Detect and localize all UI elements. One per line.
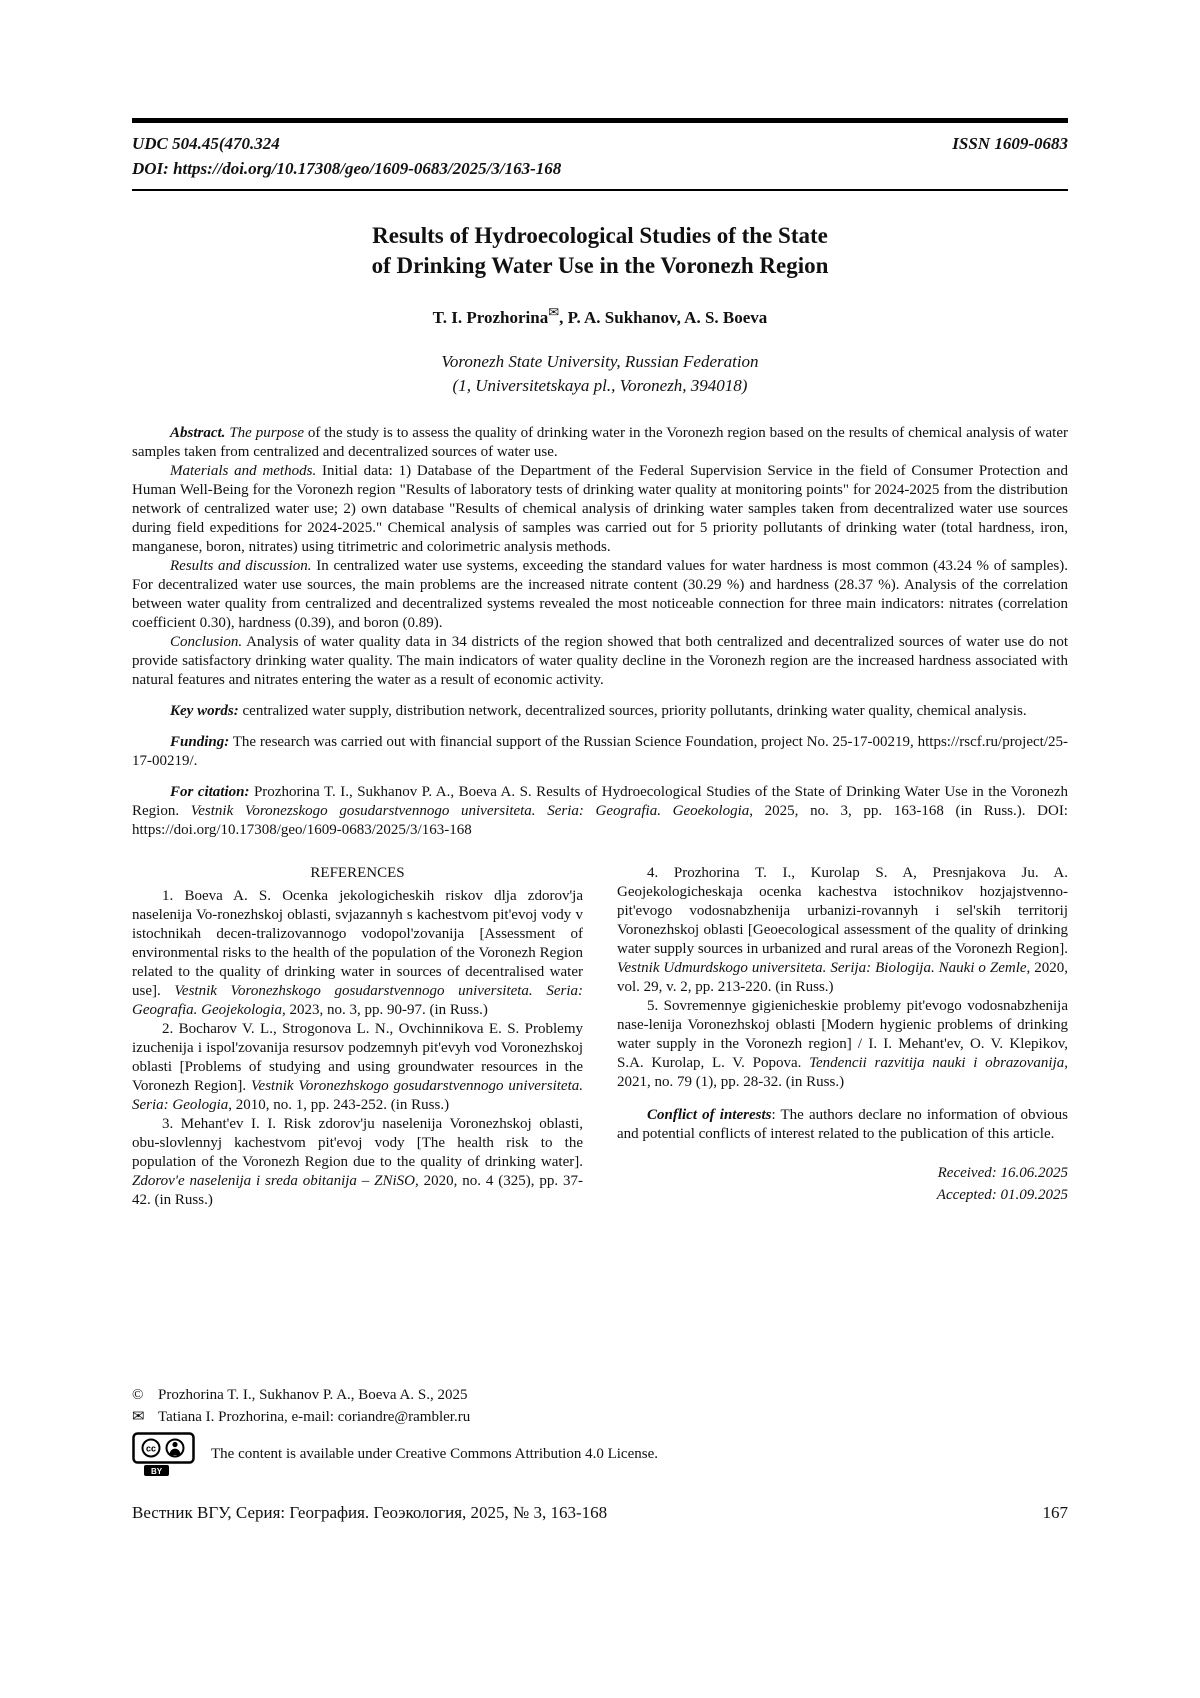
email-icon: ✉ [132, 1409, 145, 1425]
abstract-paragraph-conclusion: Conclusion. Analysis of water quality data in 34 districts of the region showed that both centralized and decentralized sources of water use do not provide satisfactory drinking water quality. The main indicators of water quality decline in the Voronezh region are the increased hardness associated with natural features and nitrates entering the water as a result of economic activity. [132, 634, 1068, 688]
udc-label: UDC 504.45(470.324 [132, 134, 280, 153]
header-divider [132, 189, 1068, 191]
cc-by-badge [132, 1432, 195, 1477]
title-line-2: of Drinking Water Use in the Voronezh Region [371, 253, 829, 278]
funding-paragraph: Funding: The research was carried out with financial support of the Russian Science Foundation, project No. 25-17-00219, https://rscf.ru/project/25-17-00219/. [132, 734, 1068, 769]
copyright-line [132, 1384, 852, 1406]
reference-5: 5. Sovremennye gigienicheskie problemy pit'evogo vodosnabzhenija nase-lenija Voronezhskoj oblasti [Modern hygienic problems of drinking water supply in the Voronezh region] / I. I. Mehant'ev, O. V. Klepikov, S.A. Kurolap, L. V. Popova. Tendencii razvitija nauki i obrazovanija, 2021, no. 79 (1), pp. 28-32. (in Russ.) [617, 998, 1068, 1090]
copyright-icon: © [132, 1387, 144, 1403]
copyright-text: Prozhorina T. I., Sukhanov P. A., Boeva A. S., 2025 [158, 1387, 468, 1403]
issn-label: ISSN 1609-0683 [952, 134, 1068, 153]
abstract-section [132, 424, 1068, 840]
references-section [132, 864, 1068, 1210]
email-icon: ✉ [548, 304, 560, 320]
received-date: Received: 16.06.2025 [937, 1165, 1068, 1181]
corresponding-author-text: Tatiana I. Prozhorina, e-mail: coriandre@rambler.ru [158, 1409, 471, 1425]
conflict-of-interests: Conflict of interests: The authors declare no information of obvious and potential conflicts of interest related to the publication of this article. [617, 1107, 1068, 1142]
page-number: 167 [1042, 1503, 1068, 1522]
page-footer [132, 1502, 1068, 1524]
cc-icon: cc [145, 1443, 157, 1454]
accepted-date: Accepted: 01.09.2025 [936, 1187, 1068, 1203]
abstract-paragraph-results: Results and discussion. In centralized water use systems, exceeding the standard values for water hardness is most common (43.24 % of samples). For decentralized water use sources, the main problems are the increased nitrate content (30.29 %) and hardness (28.37 %). Analysis of the correlation between water quality from centralized and decentralized systems revealed the most noticeable connection for three main indicators: nitrates (correlation coefficient 0.30), hardness (0.39), and boron (0.89). [132, 558, 1068, 631]
reference-1: 1. Boeva A. S. Ocenka jekologicheskih riskov dlja zdorov'ja naselenija Vo-ronezhskoj oblasti, svjazannyh s kachestvom pit'evoj vody v istochnikah decen-tralizovannogo vodopol'zovanija [Assessment of environmental risks to the health of the population of the Voronezh Region related to the quality of drinking water in sources of decentralised water use]. Vestnik Voronezhskogo gosudarstvennogo universiteta. Seria: Geografia. Geojekologia, 2023, no. 3, pp. 90-97. (in Russ.) [132, 888, 583, 1018]
license-line [132, 1432, 852, 1477]
dates-block [617, 1162, 1068, 1206]
reference-2: 2. Bocharov V. L., Strogonova L. N., Ovchinnikova E. S. Problemy izuchenija i ispol'zovanija resursov podzemnyh pit'evyh vod Voronezhskoj oblasti [Problems of studying and using groundwater resources in the Voronezh Region]. Vestnik Voronezhskogo gosudarstvennogo universiteta. Seria: Geologia, 2010, no. 1, pp. 243-252. (in Russ.) [132, 1021, 583, 1113]
journal-line: Вестник ВГУ, Серия: География. Геоэкология, 2025, № 3, 163-168 [132, 1503, 608, 1522]
citation-paragraph: For citation: Prozhorina T. I., Sukhanov P. A., Boeva A. S. Results of Hydroecological Studies of the State of Drinking Water Use in the Voronezh Region. Vestnik Voronezskogo gosudarstvennogo universiteta. Seria: Geografia. Geoekologia, 2025, no. 3, pp. 163-168 (in Russ.). DOI: https://doi.org/10.17308/geo/1609-0683/2025/3/163-168 [132, 784, 1068, 838]
references-heading: REFERENCES [310, 865, 405, 881]
affiliation [132, 350, 1068, 398]
references-left-column [132, 864, 583, 1210]
authors-line [132, 304, 1068, 328]
corresponding-author-line [132, 1406, 852, 1428]
reference-3: 3. Mehant'ev I. I. Risk zdorov'ju naselenija Voronezhskoj oblasti, obu-slovlennyj kachestvom pit'evoj vody [The health risk to the population of the Voronezh Region due to the quality of drinking water]. Zdorov'e naselenija i sreda obitanija – ZNiSO, 2020, no. 4 (325), pp. 37-42. (in Russ.) [132, 1116, 583, 1208]
license-text: The content is available under Creative Commons Attribution 4.0 License. [211, 1446, 658, 1462]
author-prozhorina: T. I. Prozhorina [432, 308, 549, 327]
abstract-paragraph-purpose: Abstract. The purpose of the study is to assess the quality of drinking water in the Voronezh region based on the results of chemical analysis of water samples taken from centralized and decentralized sources of water use. [132, 425, 1068, 460]
keywords-paragraph: Key words: centralized water supply, distribution network, decentralized sources, priority pollutants, drinking water quality, chemical analysis. [170, 703, 1027, 719]
references-right-column [617, 864, 1068, 1210]
title-line-1: Results of Hydroecological Studies of the State [372, 223, 828, 248]
affiliation-line-1: Voronezh State University, Russian Federation [441, 352, 759, 371]
reference-4: 4. Prozhorina T. I., Kurolap S. A, Presnjakova Ju. A. Geojekologicheskaja ocenka kachestva istochnikov hozjajstvenno-pit'evogo vodosnabzhenija urbanizi-rovannyh i sel'skih territorij Voronezhskoj oblasti [Geoecological assessment of the quality of drinking water supply sources in urbanized and rural areas of the Voronezh Region]. Vestnik Udmurdskogo universiteta. Serija: Biologija. Nauki o Zemle, 2020, vol. 29, v. 2, pp. 213-220. (in Russ.) [617, 865, 1068, 995]
affiliation-line-2: (1, Universitetskaya pl., Voronezh, 394018) [452, 376, 748, 395]
doi-line: DOI: https://doi.org/10.17308/geo/1609-0683/2025/3/163-168 [132, 159, 562, 178]
page-content [132, 0, 1068, 1210]
footnotes-block [132, 1384, 852, 1477]
header-row [132, 133, 1068, 154]
authors-rest: , P. A. Sukhanov, A. S. Boeva [559, 308, 768, 327]
article-title [132, 221, 1068, 281]
top-rule [132, 118, 1068, 123]
abstract-paragraph-materials: Materials and methods. Initial data: 1) Database of the Department of the Federal Supervision Service in the field of Consumer Protection and Human Well-Being for the Voronezh region "Results of laboratory tests of drinking water quality at monitoring points" for 2024-2025 from the distribution network of centralized water use; 2) own database "Results of chemical analysis of drinking water samples taken from decentralized water use sources during field expeditions for 2024-2025." Chemical analysis of samples was carried out for 5 priority pollutants of drinking water (total hardness, iron, manganese, boron, nitrates) using titrimetric and colorimetric analysis methods. [132, 463, 1068, 555]
by-icon: BY [150, 1466, 163, 1476]
